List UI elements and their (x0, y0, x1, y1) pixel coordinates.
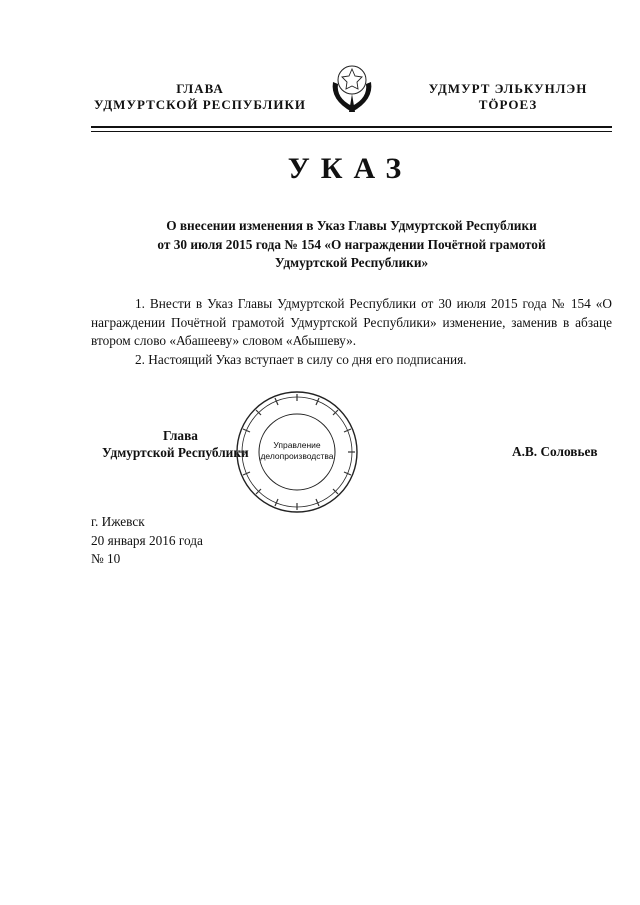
signatory-position-line1: Глава (163, 428, 198, 443)
place-date-number (91, 513, 291, 569)
subject-line3: Удмуртской Республики» (274, 255, 429, 271)
issue-date: 20 января 2016 года (91, 532, 203, 548)
stamp-line1: Управление (273, 440, 321, 450)
official-stamp (232, 388, 362, 516)
stamp-line2: делопроизводства (260, 451, 334, 461)
document-title: УКАЗ (287, 152, 413, 185)
signatory-name: А.В. Соловьев (512, 444, 598, 459)
subject-line2: от 30 июля 2015 года № 154 «О награждении Почётной грамотой (157, 236, 546, 252)
subject-line1: О внесении изменения в Указ Главы Удмуртской Республики (166, 218, 537, 233)
header-divider-thin (91, 131, 612, 132)
header-left (80, 81, 320, 113)
coat-of-arms-icon (326, 60, 378, 116)
header-divider-thick (91, 126, 612, 128)
header-right-line2: ТӦРОЕЗ (478, 97, 538, 112)
header-right (408, 81, 608, 113)
body-paragraph-1: 1. Внести в Указ Главы Удмуртской Республики от 30 июля 2015 года № 154 «О награждении Почётной грамотой Удмуртской Республики» изменение, заменив в абзаце втором слово «Абашееву» словом «Абышеву». (91, 296, 612, 349)
header-left-line1: ГЛАВА (176, 81, 224, 96)
issue-city: г. Ижевск (91, 514, 145, 529)
signatory-position-line2: Удмуртской Республики (102, 445, 249, 460)
decree-subject (91, 217, 612, 273)
decree-body (91, 295, 612, 370)
header-left-line2: УДМУРТСКОЙ РЕСПУБЛИКИ (94, 97, 306, 112)
decree-number: № 10 (91, 551, 121, 567)
body-paragraph-2: 2. Настоящий Указ вступает в силу со дня его подписания. (135, 352, 467, 368)
header-right-line1: УДМУРТ ЭЛЬКУНЛЭН (428, 81, 588, 96)
